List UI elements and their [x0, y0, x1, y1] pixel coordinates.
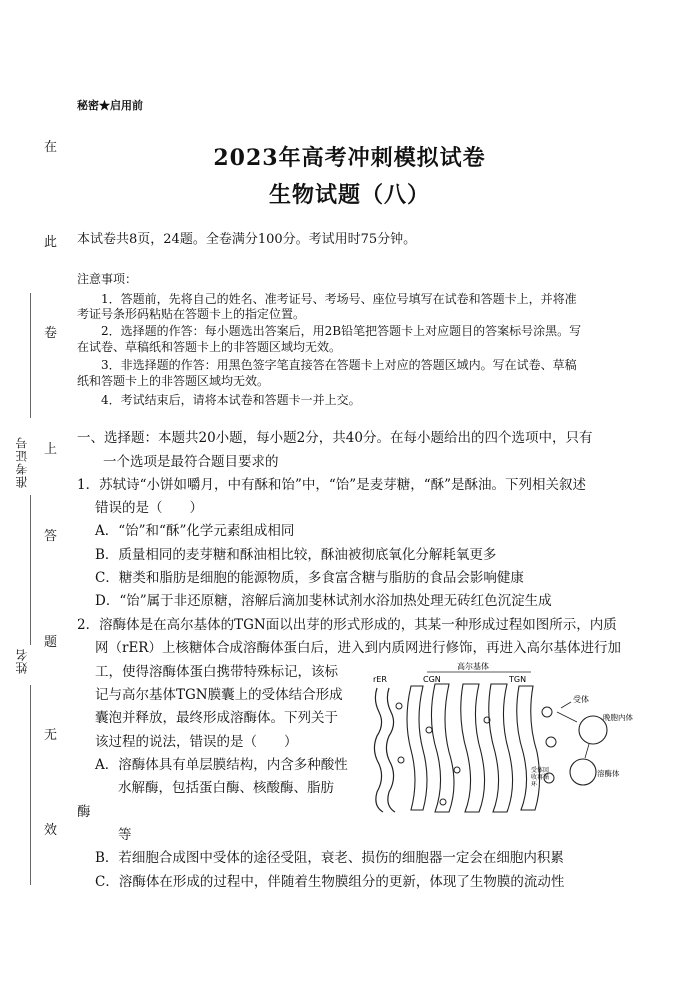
- arrow: [585, 744, 589, 758]
- name-line: [30, 685, 31, 885]
- q2-option-b: B．若细胞合成图中受体的途径受阻，衰老、损伤的细胞器一定会在细胞内积累: [95, 850, 564, 866]
- q1-stem-1: 1．苏轼诗“小饼如嚼月，中有酥和饴”中，“饴”是麦芽糖，“酥”是酥油。下列相关叙述: [77, 477, 586, 493]
- diagram-recycle-label-1: 受体回: [531, 767, 550, 774]
- exam-no-line-upper: [30, 293, 31, 418]
- golgi-cisterna-4: [489, 684, 513, 812]
- notice-line-1: 1．答题前，先将自己的姓名、准考证号、考场号、座位号填写在试卷和答题卡上，并将准: [101, 292, 577, 306]
- rer-membrane-outer: [374, 688, 383, 812]
- q2-option-a-4: 等: [118, 827, 132, 843]
- q1-option-d: D．“饴”属于非还原糖，溶解后滴加斐林试剂水浴加热处理无砖红色沉淀生成: [95, 593, 552, 609]
- margin-char-xiao: 效: [44, 823, 58, 838]
- q2-stem-5: 囊泡并释放，最终形成溶酶体。下列关于: [95, 710, 338, 726]
- notice-line-5: 3．非选择题的作答：用黑色签字笔直接答在答题卡上对应的答题区域内。写在试卷、草稿: [101, 358, 577, 372]
- q2-option-a-1: A．溶酶体具有单层膜结构，内含多种酸性: [95, 757, 348, 773]
- diagram-recycle-label-3: 环: [531, 781, 538, 788]
- arrow: [557, 712, 577, 722]
- q1-option-a: A．“饴”和“酥”化学元素组成相同: [95, 523, 295, 539]
- diagram-cgn-label: CGN: [423, 675, 441, 684]
- notice-heading: 注意事项：: [77, 272, 138, 286]
- vesicle: [426, 727, 432, 733]
- exam-no-label: 准考证号: [15, 436, 29, 488]
- section1-heading: 一、选择题：本题共20小题，每小题2分，共40分。在每小题给出的四个选项中，只有: [77, 430, 593, 446]
- notice-line-4: 在试卷、草稿纸和答题卡上的非答题区域均无效。: [77, 340, 342, 354]
- q2-stem-4: 记与高尔基体TGN膜囊上的受体结合形成: [95, 687, 343, 703]
- notice-line-3: 2．选择题的作答：每小题选出答案后，用2B铅笔把答题卡上对应题目的答案标号涂黑。写: [101, 324, 582, 338]
- diagram-late-endosome-label: 晚胞内体: [603, 713, 633, 722]
- notice-line-2: 考证号条形码粘贴在答题卡上的指定位置。: [77, 307, 306, 321]
- vesicle: [440, 799, 446, 805]
- section1-heading-cont: 一个选项是最符合题目要求的: [103, 454, 279, 470]
- q2-option-a-2: 水解酶，包括蛋白酶、核酸酶、脂肪: [118, 780, 334, 796]
- q2-stem-3: 工，使得溶酶体蛋白携带特殊标记，该标: [95, 664, 338, 680]
- golgi-cisterna-2: [431, 684, 454, 812]
- margin-char-ti: 题: [44, 635, 58, 650]
- exam-subtitle: 生物试题（八）: [268, 182, 430, 208]
- name-label: 姓名: [15, 648, 29, 674]
- q2-stem-1: 2．溶酶体是在高尔基体的TGN面以出芽的形式形成的，其某一种形成过程如图所示，内质: [77, 617, 617, 633]
- leader-line: [561, 702, 571, 708]
- margin-char-zai: 在: [44, 140, 58, 155]
- q2-option-c: C．溶酶体在形成的过程中，伴随着生物膜组分的更新，体现了生物膜的流动性: [95, 874, 565, 890]
- intro-text: 本试卷共8页，24题。全卷满分100分。考试用时75分钟。: [77, 232, 417, 247]
- lysosome-formation-diagram: [371, 660, 633, 820]
- golgi-cisterna-5: [517, 686, 540, 810]
- q2-stem-2: 网（rER）上核糖体合成溶酶体蛋白后，进入到内质网进行修饰，再进入高尔基体进行加: [95, 640, 621, 656]
- exam-title: 2023年高考冲刺模拟试卷: [213, 145, 486, 171]
- q2-option-a-3: 酶: [77, 804, 91, 820]
- exam-no-line-lower: [30, 495, 31, 645]
- margin-char-wu: 无: [44, 728, 58, 743]
- vesicle: [542, 707, 552, 717]
- notice-line-6: 纸和答题卡上的非答题区域均无效。: [77, 374, 270, 388]
- vesicle: [398, 757, 404, 763]
- vesicle: [546, 737, 556, 747]
- diagram-golgi-label: 高尔基体: [457, 662, 489, 671]
- rer-membrane-inner: [386, 688, 395, 812]
- q1-option-b: B．质量相同的麦芽糖和酥油相比较，酥油被彻底氧化分解耗氧更多: [95, 547, 497, 563]
- vesicle: [454, 767, 460, 773]
- diagram-tgn-label: TGN: [509, 675, 527, 684]
- margin-char-ci: 此: [44, 235, 58, 250]
- diagram-rer-label: rER: [373, 675, 387, 684]
- golgi-cisterna-3: [461, 684, 485, 812]
- notice-line-7: 4．考试结束后，请将本试卷和答题卡一并上交。: [101, 393, 361, 407]
- diagram-lysosome-label: 溶酶体: [597, 769, 620, 778]
- q1-stem-2: 错误的是（ ）: [95, 500, 203, 516]
- q2-stem-6: 该过程的说法，错误的是（ ）: [95, 734, 298, 750]
- margin-char-shang: 上: [44, 442, 58, 457]
- vesicle: [396, 703, 402, 709]
- q1-option-c: C．糖类和脂肪是细胞的能源物质，多食富含糖与脂肪的食品会影响健康: [95, 570, 524, 586]
- margin-char-juan: 卷: [44, 326, 58, 341]
- secret-mark: 秘密★启用前: [77, 99, 143, 112]
- diagram-receptor-label: 受体: [573, 695, 589, 704]
- golgi-cisterna-1: [407, 686, 427, 810]
- diagram-recycle-label-2: 收再循: [531, 774, 550, 781]
- margin-char-da: 答: [44, 529, 58, 544]
- lysosome: [570, 759, 596, 785]
